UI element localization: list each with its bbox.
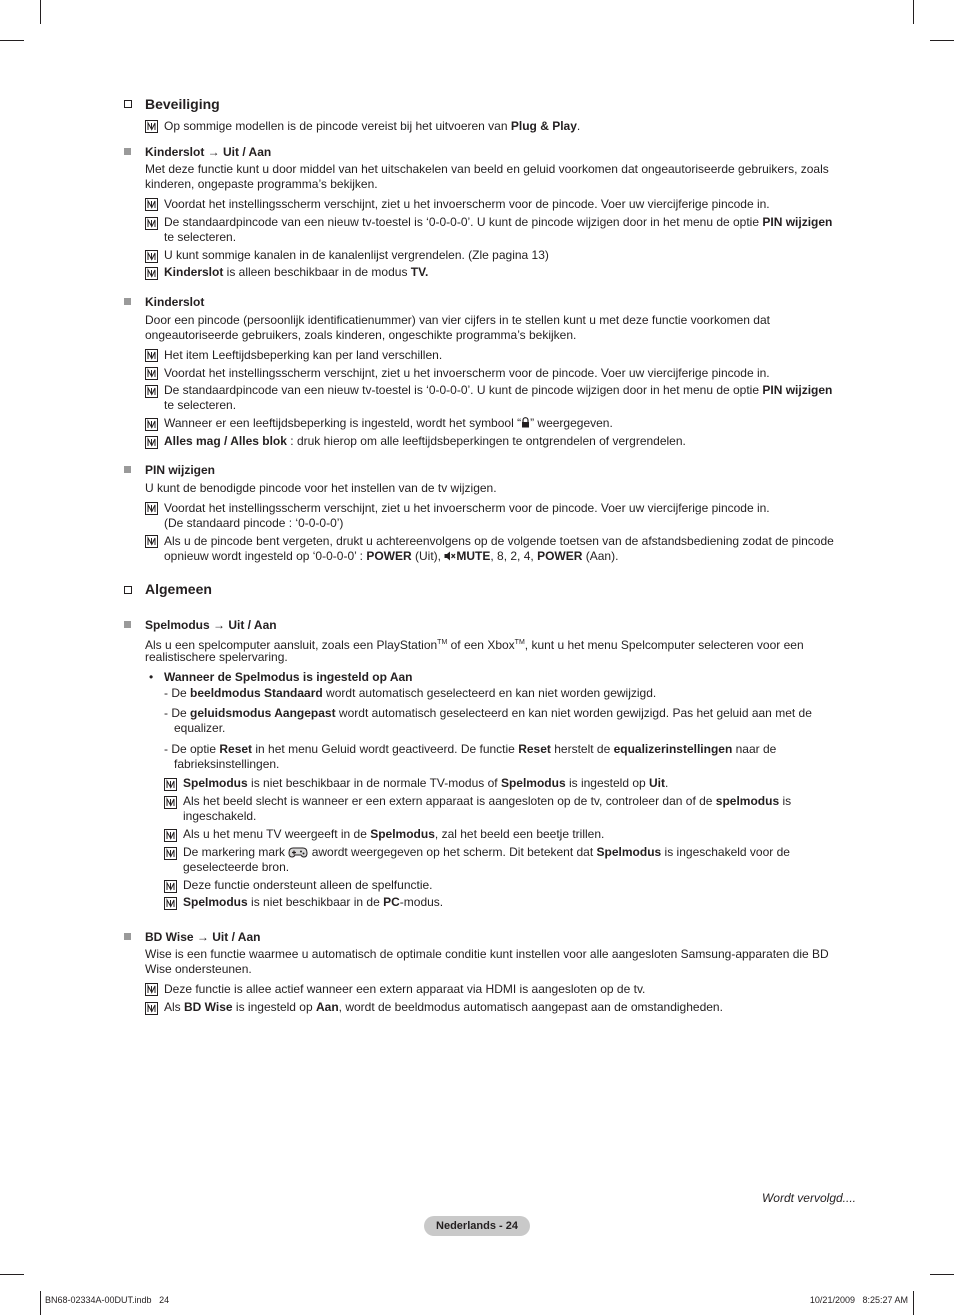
note-icon — [164, 778, 177, 791]
note-icon — [145, 367, 158, 380]
timestamp-slug: 10/21/2009 8:25:27 AM — [809, 1295, 908, 1305]
note-text: (De standaard pincode : ‘0-0-0-0’) — [164, 516, 344, 530]
description-line: kinderen, ongepaste programma’s bekijken. — [145, 177, 378, 191]
crop-mark — [913, 0, 914, 24]
note-icon — [145, 418, 158, 431]
description-line: Wise is een functie waarmee u automatisch de optimale conditie kunt instellen voor alle aangesloten Samsung-apparaten die BD — [145, 947, 829, 961]
note-icon — [164, 897, 177, 910]
description-line: Door een pincode (persoonlijk identificatienummer) van vier cijfers in te stellen kunt u met deze functie voorkomen dat — [145, 313, 770, 327]
description-line: ongeautoriseerde gebruikers, zoals kinderen, ongeschikte programma’s bekijken. — [145, 328, 577, 342]
note-text: Alles mag / Alles blok : druk hierop om alle leeftijdsbeperkingen te ontgrendelen of vergrendelen. — [164, 434, 686, 448]
section-box-icon — [124, 586, 132, 594]
square-bullet-icon — [124, 148, 131, 155]
note-text: De standaardpincode van een nieuw tv-toestel is ‘0-0-0-0’. U kunt de pincode wijzigen door in het menu de optie PIN wijzigen — [164, 215, 833, 229]
description-line: realistischere spelervaring. — [145, 650, 288, 664]
note-text: Deze functie ondersteunt alleen de spelfunctie. — [183, 878, 433, 892]
note-icon — [145, 198, 158, 211]
note-text: De standaardpincode van een nieuw tv-toestel is ‘0-0-0-0’. U kunt de pincode wijzigen door in het menu de optie PIN wijzigen — [164, 383, 833, 397]
dash-item: equalizer. — [174, 721, 226, 735]
note-text: ingeschakeld. — [183, 809, 257, 823]
square-bullet-icon — [124, 933, 131, 940]
note-icon — [145, 502, 158, 515]
crop-mark — [0, 40, 24, 41]
note-text: te selecteren. — [164, 230, 237, 244]
note-icon — [145, 349, 158, 362]
subheading-kinderslot: Kinderslot — [145, 295, 205, 309]
note-text: Spelmodus is niet beschikbaar in de normale TV-modus of Spelmodus is ingesteld op Uit. — [183, 776, 669, 790]
note-text: te selecteren. — [164, 398, 237, 412]
note-text: Als u het menu TV weergeeft in de Spelmodus, zal het beeld een beetje trillen. — [183, 827, 605, 841]
gamepad-icon — [288, 845, 308, 859]
note-text: U kunt sommige kanalen in de kanalenlijst vergrendelen. (Zle pagina 13) — [164, 248, 549, 262]
crop-mark — [0, 1274, 24, 1275]
continued-label: Wordt vervolgd.... — [761, 1191, 856, 1205]
note-text: Voordat het instellingsscherm verschijnt, ziet u het invoerscherm voor de pincode. Voer uw viercijferige pincode in. — [164, 197, 770, 211]
crop-mark — [930, 1274, 954, 1275]
note-text: geselecteerde bron. — [183, 860, 290, 874]
square-bullet-icon — [124, 621, 131, 628]
file-slug: BN68-02334A-00DUT.indb 24 — [45, 1295, 170, 1305]
mute-icon — [444, 551, 456, 561]
crop-mark — [913, 1291, 914, 1315]
note-text: opnieuw wordt ingesteld op ‘0-0-0-0’ : POWER (Uit), MUTE, 8, 2, 4, POWER (Aan). — [164, 549, 619, 563]
note-text: Op sommige modellen is de pincode vereist bij het uitvoeren van Plug & Play. — [164, 119, 581, 133]
note-icon — [164, 796, 177, 809]
subheading-pin-wijzigen: PIN wijzigen — [145, 463, 216, 477]
dash-item: - De optie Reset in het menu Geluid wordt geactiveerd. De functie Reset herstelt de equalizerinstellingen naar de — [164, 742, 777, 756]
note-text: Als het beeld slecht is wanneer er een extern apparaat is aangesloten op de tv, controleer dan of de spelmodus is — [183, 794, 792, 808]
description-line: U kunt de benodigde pincode voor het instellen van de tv wijzigen. — [145, 481, 497, 495]
dash-item: - De beeldmodus Standaard wordt automatisch geselecteerd en kan niet worden gewijzigd. — [164, 686, 657, 700]
note-icon — [164, 847, 177, 860]
note-text: Als BD Wise is ingesteld op Aan, wordt de beeldmodus automatisch aangepast aan de omstandigheden. — [164, 1000, 723, 1014]
bullet-text: Wanneer de Spelmodus is ingesteld op Aan — [164, 670, 413, 684]
note-text: Als u de pincode bent vergeten, drukt u achtereenvolgens op de volgende toetsen van de afstandsbediening zodat de pincode — [164, 534, 834, 548]
note-text: Het item Leeftijdsbeperking kan per land verschillen. — [164, 348, 443, 362]
lock-icon — [521, 417, 530, 428]
note-icon — [145, 120, 158, 133]
subheading-spelmodus: Spelmodus → Uit / Aan — [145, 618, 277, 632]
dash-item: - De geluidsmodus Aangepast wordt automatisch geselecteerd en kan niet worden gewijzigd. Pas het geluid aan met de — [164, 706, 812, 720]
crop-mark — [40, 0, 41, 24]
description-line: Met deze functie kunt u door middel van het uitschakelen van beeld en geluid voorkomen dat ongeautoriseerde gebruikers, zoals — [145, 162, 829, 176]
subheading-kinderslot-switch: Kinderslot → Uit / Aan — [145, 145, 272, 159]
note-icon — [145, 983, 158, 996]
section-box-icon — [124, 100, 132, 108]
note-icon — [145, 217, 158, 230]
note-icon — [145, 267, 158, 280]
note-icon — [145, 385, 158, 398]
note-text: Voordat het instellingsscherm verschijnt, ziet u het invoerscherm voor de pincode. Voer uw viercijferige pincode in. — [164, 366, 770, 380]
crop-mark — [40, 1291, 41, 1315]
bullet-dot: • — [149, 670, 154, 684]
page-number-badge: Nederlands - 24 — [424, 1216, 530, 1236]
note-icon — [145, 250, 158, 263]
note-text: Kinderslot is alleen beschikbaar in de modus TV. — [164, 265, 429, 279]
note-icon — [164, 880, 177, 893]
square-bullet-icon — [124, 298, 131, 305]
note-icon — [145, 535, 158, 548]
note-icon — [145, 436, 158, 449]
section-title-beveiliging: Beveiliging — [145, 96, 220, 112]
subheading-bd-wise: BD Wise → Uit / Aan — [145, 930, 261, 944]
section-title-algemeen: Algemeen — [145, 581, 212, 597]
note-text: Voordat het instellingsscherm verschijnt, ziet u het invoerscherm voor de pincode. Voer uw viercijferige pincode in. — [164, 501, 770, 515]
note-text: De markering mark awordt weergegeven op het scherm. Dit betekent dat Spelmodus is ingeschakeld voor de — [183, 845, 790, 859]
note-text: Wanneer er een leeftijdsbeperking is ingesteld, wordt het symbool “ ” weergegeven. — [164, 416, 613, 430]
note-text: Deze functie is allee actief wanneer een extern apparaat via HDMI is aangesloten op de tv. — [164, 982, 646, 996]
crop-mark — [930, 40, 954, 41]
square-bullet-icon — [124, 466, 131, 473]
dash-item: fabrieksinstellingen. — [174, 757, 280, 771]
description-line: Wise ondersteunen. — [145, 962, 252, 976]
note-icon — [164, 829, 177, 842]
note-text: Spelmodus is niet beschikbaar in de PC-modus. — [183, 895, 444, 909]
description-line: Als u een spelcomputer aansluit, zoals een PlayStation™ of een Xbox™, kunt u het menu Spelcomputer selecteren voor een — [145, 638, 804, 652]
note-icon — [145, 1002, 158, 1015]
